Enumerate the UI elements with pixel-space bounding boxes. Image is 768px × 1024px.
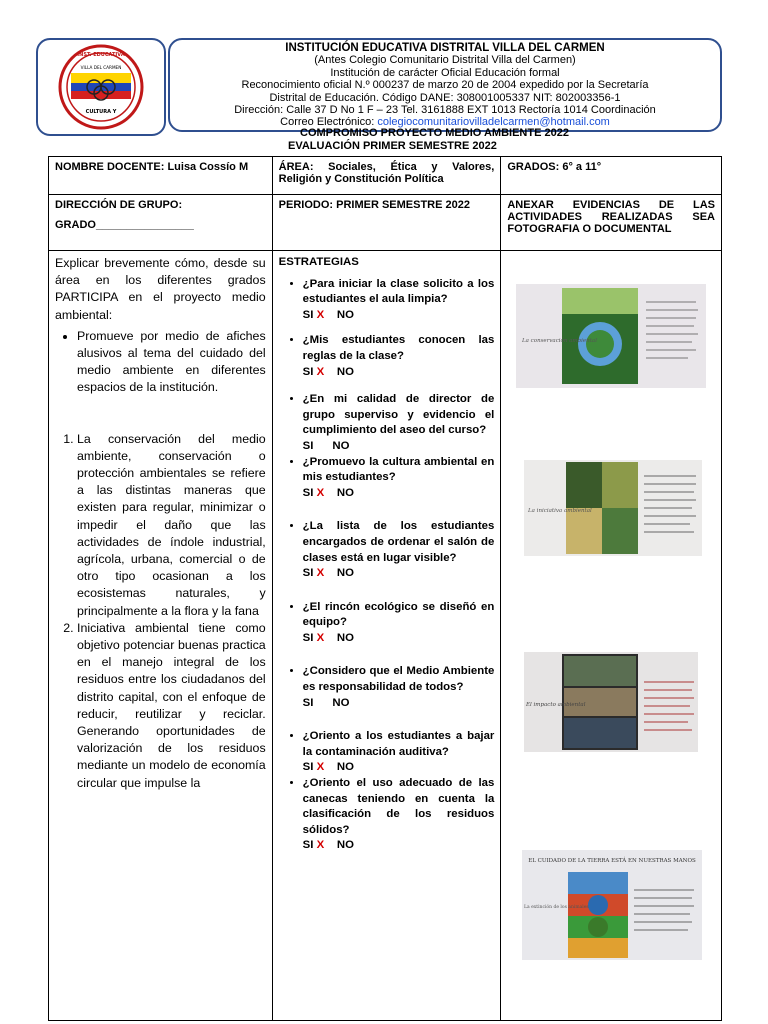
strategy-question: ¿En mi calidad de director de grupo superviso y evidencio el cumplimiento del aseo del curso?: [302, 393, 495, 437]
participation-cell: [49, 251, 273, 1021]
svg-text:CULTURA Y: CULTURA Y: [85, 109, 117, 115]
strategy-answer: [303, 838, 495, 854]
document-title: COMPROMISO PROYECTO MEDIO AMBIENTE 2022: [300, 127, 569, 139]
teacher-name-cell: NOMBRE DOCENTE: Luisa Cossío M: [49, 157, 273, 195]
photo-caption: EL CUIDADO DE LA TIERRA ESTÁ EN NUESTRAS MANOS: [528, 858, 696, 864]
photo-label: La iniciativa ambiental: [528, 508, 592, 514]
no-label: NO: [336, 308, 354, 321]
strategy-item: [303, 664, 495, 711]
yes-label: SI: [302, 567, 314, 580]
strategy-question: ¿El rincón ecológico se diseñó en equipo?: [302, 600, 495, 629]
yes-mark: X: [316, 365, 325, 378]
strategies-cell: [272, 251, 501, 1021]
participation-intro: Explicar brevemente cómo, desde su área en los diferentes grados PARTICIPA en el proyecto medio ambiental:: [55, 256, 266, 322]
strategy-answer: [303, 760, 495, 776]
no-label: NO: [332, 439, 350, 452]
document-subtitle: EVALUACIÓN PRIMER SEMESTRE 2022: [288, 140, 497, 152]
strategy-question: ¿Considero que el Medio Ambiente es responsabilidad de todos?: [302, 665, 495, 694]
yes-label: SI: [302, 631, 314, 644]
strategy-question: ¿La lista de los estudiantes encargados de ordenar el salón de clases está en lugar visible?: [302, 520, 495, 564]
yes-label: SI: [302, 839, 314, 852]
numbered-item-2: 2. Iniciativa ambiental tiene como objetivo potenciar buenas practica en el manejo integral de los residuos entre los ciudadanos del distrito capital, con el enfoque de reducir, reutilizar y reciclar. Generando oportunidades de valorización de los residuos mediante un modelo de economía circular que impulse la: [77, 620, 266, 792]
header-dane: Distrital de Educación. Código DANE: 308001005337 NIT: 802003356-1: [269, 91, 621, 104]
strategies-title: ESTRATEGIAS: [278, 256, 359, 268]
institution-header: [168, 38, 722, 132]
email-label: Correo Electrónico:: [280, 116, 375, 129]
strategy-item: [303, 729, 495, 776]
yes-label: SI: [302, 439, 314, 452]
yes-label: SI: [302, 696, 314, 709]
strategy-item: [303, 277, 495, 324]
photo-label: El impacto ambiental: [526, 702, 586, 708]
strategy-question: ¿Para iniciar la clase solicito a los estudiantes el aula limpia?: [302, 277, 495, 306]
strategy-question: ¿Mis estudiantes conocen las reglas de la clase?: [302, 334, 495, 362]
evidence-photo-1: [516, 284, 706, 388]
yes-mark: X: [316, 308, 325, 321]
no-label: NO: [336, 631, 354, 644]
yes-mark: X: [316, 631, 325, 644]
svg-text:INST. EDUCATIVA: INST. EDUCATIVA: [77, 52, 125, 58]
strategy-item: [303, 455, 495, 502]
strategy-item: [303, 776, 495, 854]
strategy-answer: [303, 696, 495, 712]
header-character: Institución de carácter Oficial Educación formal: [330, 66, 560, 79]
evidence-photo-3: [524, 652, 698, 752]
yes-label: SI: [302, 308, 314, 321]
strategy-item: [303, 519, 495, 581]
evidence-photo-4: [522, 850, 702, 960]
strategy-answer: [303, 631, 495, 647]
group-direction-cell: [49, 195, 273, 251]
photo-label: La conservación ambiental: [522, 338, 597, 344]
email-link[interactable]: colegiocomunitariovilladelcarmen@hotmail.com: [377, 116, 610, 129]
attach-evidence-cell: ANEXAR EVIDENCIAS DE LAS ACTIVIDADES REALIZADAS SEA FOTOGRAFIA O DOCUMENTAL: [501, 195, 722, 251]
strategies-list: [279, 277, 495, 854]
yes-mark: X: [316, 486, 325, 499]
area-cell: ÁREA: Sociales, Ética y Valores, Religión y Constitución Política: [272, 157, 501, 195]
no-label: NO: [332, 696, 350, 709]
group-direction-label: DIRECCIÓN DE GRUPO:: [55, 199, 183, 211]
evidence-photo-2: [524, 460, 702, 556]
grade-field[interactable]: GRADO________________: [55, 219, 194, 231]
strategy-answer: [303, 439, 495, 455]
no-label: NO: [336, 567, 354, 580]
yes-mark: X: [316, 761, 325, 774]
photo-label: La extinción de los animales: [524, 905, 589, 910]
strategy-answer: [303, 365, 495, 381]
strategy-item: [303, 600, 495, 647]
strategy-item: [303, 333, 495, 380]
strategy-question: ¿Promuevo la cultura ambiental en mis estudiantes?: [302, 455, 495, 484]
strategy-answer: [303, 486, 495, 502]
school-seal-logo: [57, 43, 145, 131]
institution-name: INSTITUCIÓN EDUCATIVA DISTRITAL VILLA DEL CARMEN: [285, 42, 605, 54]
no-label: NO: [336, 839, 354, 852]
yes-label: SI: [302, 761, 314, 774]
bullet-item: • Promueve por medio de afiches alusivos al tema del cuidado del medio ambiente en diferentes espacios de la institución.: [77, 328, 266, 397]
header-address: Dirección: Calle 37 D No 1 F – 23 Tel. 3161888 EXT 1013 Rectoría 1014 Coordinación: [234, 104, 656, 117]
strategy-question: ¿Oriento el uso adecuado de las canecas teniendo en cuenta la clasificación de los residuos sólidos?: [302, 777, 495, 836]
strategy-item: [303, 392, 495, 454]
no-label: NO: [336, 486, 354, 499]
numbered-item-1: 1. La conservación del medio ambiente, conservación o protección ambientales se refiere a las distintas maneras que existen para regular, minimizar o impedir el daño que las actividades de índole industrial, agrícola, urbana, comercial o de otro tipo ocasionan a los ecosistemas naturales, y principalmente a la flora y la fana: [77, 431, 266, 620]
strategy-question: ¿Oriento a los estudiantes a bajar la contaminación auditiva?: [302, 730, 495, 758]
participation-numbered-list: [55, 431, 266, 792]
logo-frame: [36, 38, 166, 136]
strategy-answer: [303, 566, 495, 582]
yes-mark: X: [316, 839, 325, 852]
period-cell: PERIODO: PRIMER SEMESTRE 2022: [272, 195, 501, 251]
header-recognition: Reconocimiento oficial N.º 000237 de marzo 20 de 2004 expedido por la Secretaría: [241, 79, 649, 92]
no-label: NO: [336, 761, 354, 774]
yes-label: SI: [302, 486, 314, 499]
grades-cell: GRADOS: 6° a 11°: [501, 157, 722, 195]
header-former-name: (Antes Colegio Comunitario Distrital Villa del Carmen): [314, 54, 576, 67]
strategy-answer: [303, 308, 495, 324]
yes-mark: X: [316, 567, 325, 580]
participation-bullets: [55, 328, 266, 397]
no-label: NO: [336, 365, 354, 378]
yes-label: SI: [302, 365, 314, 378]
svg-text:VILLA DEL CARMEN: VILLA DEL CARMEN: [80, 65, 122, 70]
